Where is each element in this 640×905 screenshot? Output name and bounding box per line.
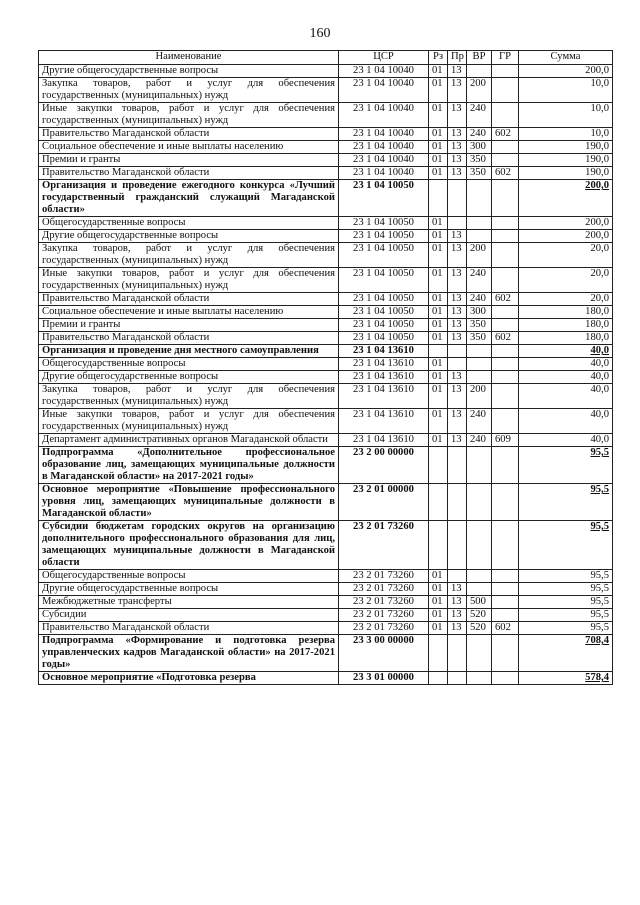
header-name: Наименование [39, 51, 339, 65]
row-vr: 240 [467, 409, 492, 434]
row-name: Социальное обеспечение и иные выплаты населению [39, 141, 339, 154]
row-sum: 10,0 [519, 128, 613, 141]
row-csr: 23 1 04 10050 [339, 217, 429, 230]
row-csr: 23 1 04 13610 [339, 371, 429, 384]
row-vr [467, 217, 492, 230]
row-csr: 23 1 04 10040 [339, 128, 429, 141]
row-csr: 23 1 04 10040 [339, 65, 429, 78]
row-pr [448, 217, 467, 230]
row-gr [492, 180, 519, 217]
table-row [39, 609, 613, 622]
row-name: Субсидии [39, 609, 339, 622]
row-name: Правительство Магаданской области [39, 622, 339, 635]
row-csr: 23 1 04 10040 [339, 141, 429, 154]
row-gr [492, 384, 519, 409]
row-csr: 23 1 04 10050 [339, 243, 429, 268]
row-vr: 500 [467, 596, 492, 609]
row-sum: 40,0 [519, 384, 613, 409]
row-pr: 13 [448, 306, 467, 319]
row-vr [467, 371, 492, 384]
row-rz: 01 [429, 319, 448, 332]
row-sum: 95,5 [519, 521, 613, 570]
row-pr: 13 [448, 596, 467, 609]
row-vr [467, 358, 492, 371]
row-rz [429, 180, 448, 217]
row-pr: 13 [448, 583, 467, 596]
header-pr: Пр [448, 51, 467, 65]
row-gr: 602 [492, 128, 519, 141]
row-csr: 23 3 00 00000 [339, 635, 429, 672]
row-vr: 240 [467, 128, 492, 141]
row-rz: 01 [429, 65, 448, 78]
row-rz: 01 [429, 371, 448, 384]
table-row [39, 306, 613, 319]
row-csr: 23 1 04 10050 [339, 319, 429, 332]
row-pr [448, 345, 467, 358]
row-pr: 13 [448, 167, 467, 180]
row-rz: 01 [429, 78, 448, 103]
row-rz: 01 [429, 128, 448, 141]
row-sum: 708,4 [519, 635, 613, 672]
row-rz: 01 [429, 332, 448, 345]
row-sum: 190,0 [519, 141, 613, 154]
row-vr: 240 [467, 293, 492, 306]
table-row [39, 596, 613, 609]
row-csr: 23 2 01 00000 [339, 484, 429, 521]
row-name: Общегосударственные вопросы [39, 217, 339, 230]
row-name: Межбюджетные трансферты [39, 596, 339, 609]
row-vr [467, 180, 492, 217]
row-vr: 350 [467, 167, 492, 180]
row-sum: 40,0 [519, 434, 613, 447]
row-pr: 13 [448, 268, 467, 293]
row-gr [492, 596, 519, 609]
row-rz [429, 672, 448, 685]
row-vr: 200 [467, 384, 492, 409]
row-name: Подпрограмма «Формирование и подготовка резерва управленческих кадров Магаданской области» на 2017-2021 годы» [39, 635, 339, 672]
row-sum: 20,0 [519, 243, 613, 268]
table-row [39, 154, 613, 167]
row-gr: 602 [492, 293, 519, 306]
table-row [39, 622, 613, 635]
table-row [39, 409, 613, 434]
row-csr: 23 1 04 10050 [339, 268, 429, 293]
row-gr [492, 371, 519, 384]
row-name: Общегосударственные вопросы [39, 570, 339, 583]
table-body [39, 65, 613, 685]
row-vr: 520 [467, 622, 492, 635]
row-gr: 602 [492, 332, 519, 345]
table-row [39, 65, 613, 78]
row-pr [448, 180, 467, 217]
row-vr: 200 [467, 78, 492, 103]
table-row [39, 128, 613, 141]
row-rz: 01 [429, 384, 448, 409]
table-row [39, 345, 613, 358]
row-csr: 23 1 04 13610 [339, 358, 429, 371]
table-row [39, 78, 613, 103]
row-vr [467, 635, 492, 672]
header-sum: Сумма [519, 51, 613, 65]
row-name: Другие общегосударственные вопросы [39, 583, 339, 596]
row-gr [492, 521, 519, 570]
table-row [39, 268, 613, 293]
row-name: Организация и проведение ежегодного конкурса «Лучший государственный гражданский служащий Магаданской области» [39, 180, 339, 217]
row-csr: 23 1 04 13610 [339, 345, 429, 358]
row-sum: 95,5 [519, 570, 613, 583]
row-csr: 23 2 01 73260 [339, 583, 429, 596]
row-pr: 13 [448, 128, 467, 141]
row-pr: 13 [448, 154, 467, 167]
row-vr [467, 521, 492, 570]
row-pr [448, 672, 467, 685]
row-gr [492, 635, 519, 672]
row-vr: 240 [467, 103, 492, 128]
row-sum: 200,0 [519, 65, 613, 78]
row-name: Иные закупки товаров, работ и услуг для обеспечения государственных (муниципальных) нужд [39, 409, 339, 434]
row-csr: 23 1 04 10050 [339, 180, 429, 217]
row-sum: 200,0 [519, 180, 613, 217]
row-sum: 95,5 [519, 622, 613, 635]
row-csr: 23 1 04 10040 [339, 78, 429, 103]
row-name: Основное мероприятие «Подготовка резерва [39, 672, 339, 685]
row-csr: 23 2 01 73260 [339, 609, 429, 622]
row-rz: 01 [429, 609, 448, 622]
row-csr: 23 1 04 10050 [339, 230, 429, 243]
row-vr [467, 570, 492, 583]
row-gr [492, 230, 519, 243]
table-row [39, 293, 613, 306]
row-sum: 200,0 [519, 217, 613, 230]
table-row [39, 521, 613, 570]
table-row [39, 384, 613, 409]
row-vr: 200 [467, 243, 492, 268]
row-gr [492, 306, 519, 319]
row-rz: 01 [429, 570, 448, 583]
row-gr: 609 [492, 434, 519, 447]
table-row [39, 371, 613, 384]
row-csr: 23 1 04 10050 [339, 332, 429, 345]
row-gr: 602 [492, 167, 519, 180]
row-sum: 180,0 [519, 319, 613, 332]
row-gr [492, 570, 519, 583]
table-row [39, 217, 613, 230]
row-pr: 13 [448, 332, 467, 345]
row-sum: 95,5 [519, 596, 613, 609]
row-vr: 300 [467, 306, 492, 319]
row-gr [492, 345, 519, 358]
row-pr: 13 [448, 384, 467, 409]
row-name: Закупка товаров, работ и услуг для обеспечения государственных (муниципальных) нужд [39, 78, 339, 103]
row-sum: 40,0 [519, 409, 613, 434]
row-gr [492, 78, 519, 103]
row-pr: 13 [448, 371, 467, 384]
header-rz: Рз [429, 51, 448, 65]
table-row [39, 230, 613, 243]
row-vr: 520 [467, 609, 492, 622]
table-header-row [39, 51, 613, 65]
row-sum: 95,5 [519, 484, 613, 521]
row-vr [467, 345, 492, 358]
table-row [39, 484, 613, 521]
row-sum: 190,0 [519, 154, 613, 167]
row-rz: 01 [429, 230, 448, 243]
row-rz: 01 [429, 141, 448, 154]
page-number: 160 [309, 26, 331, 41]
row-gr [492, 358, 519, 371]
row-pr: 13 [448, 609, 467, 622]
row-vr: 240 [467, 434, 492, 447]
table-row [39, 635, 613, 672]
row-csr: 23 1 04 13610 [339, 384, 429, 409]
row-rz [429, 635, 448, 672]
row-csr: 23 1 04 13610 [339, 409, 429, 434]
table-row [39, 570, 613, 583]
row-rz: 01 [429, 358, 448, 371]
row-rz [429, 447, 448, 484]
row-sum: 10,0 [519, 103, 613, 128]
row-vr [467, 672, 492, 685]
row-rz: 01 [429, 306, 448, 319]
header-csr: ЦСР [339, 51, 429, 65]
row-pr: 13 [448, 78, 467, 103]
row-sum: 95,5 [519, 447, 613, 484]
row-name: Правительство Магаданской области [39, 332, 339, 345]
row-vr: 350 [467, 332, 492, 345]
row-rz: 01 [429, 409, 448, 434]
row-pr [448, 484, 467, 521]
row-csr: 23 1 04 10040 [339, 167, 429, 180]
row-gr [492, 217, 519, 230]
row-gr [492, 409, 519, 434]
row-gr [492, 484, 519, 521]
row-pr: 13 [448, 243, 467, 268]
row-pr: 13 [448, 230, 467, 243]
row-gr: 602 [492, 622, 519, 635]
row-name: Другие общегосударственные вопросы [39, 230, 339, 243]
row-csr: 23 2 01 73260 [339, 596, 429, 609]
row-name: Закупка товаров, работ и услуг для обеспечения государственных (муниципальных) нужд [39, 243, 339, 268]
row-name: Субсидии бюджетам городских округов на организацию дополнительного профессионального образования для лиц, замещающих муниципальные должности в Магаданской области [39, 521, 339, 570]
row-rz [429, 484, 448, 521]
header-gr: ГР [492, 51, 519, 65]
row-pr [448, 635, 467, 672]
row-rz: 01 [429, 217, 448, 230]
row-gr [492, 154, 519, 167]
row-csr: 23 1 04 10040 [339, 154, 429, 167]
row-sum: 180,0 [519, 306, 613, 319]
row-gr [492, 65, 519, 78]
row-gr [492, 609, 519, 622]
row-gr [492, 141, 519, 154]
row-rz [429, 521, 448, 570]
row-pr: 13 [448, 622, 467, 635]
row-csr: 23 2 01 73260 [339, 521, 429, 570]
row-gr [492, 447, 519, 484]
row-rz: 01 [429, 154, 448, 167]
row-gr [492, 672, 519, 685]
budget-table [38, 50, 613, 685]
row-pr: 13 [448, 103, 467, 128]
row-sum: 578,4 [519, 672, 613, 685]
table-row [39, 672, 613, 685]
row-sum: 190,0 [519, 167, 613, 180]
row-vr [467, 484, 492, 521]
row-csr: 23 2 00 00000 [339, 447, 429, 484]
row-name: Другие общегосударственные вопросы [39, 371, 339, 384]
row-name: Социальное обеспечение и иные выплаты населению [39, 306, 339, 319]
row-pr: 13 [448, 319, 467, 332]
table-row [39, 103, 613, 128]
table-row [39, 141, 613, 154]
row-pr: 13 [448, 409, 467, 434]
row-sum: 40,0 [519, 371, 613, 384]
row-name: Премии и гранты [39, 319, 339, 332]
row-pr: 13 [448, 141, 467, 154]
row-name: Департамент административных органов Магаданской области [39, 434, 339, 447]
row-rz: 01 [429, 583, 448, 596]
table-row [39, 319, 613, 332]
table-row [39, 358, 613, 371]
header-vr: ВР [467, 51, 492, 65]
row-vr [467, 583, 492, 596]
row-sum: 10,0 [519, 78, 613, 103]
row-csr: 23 2 01 73260 [339, 570, 429, 583]
row-pr [448, 447, 467, 484]
table-row [39, 332, 613, 345]
row-gr [492, 583, 519, 596]
row-sum: 20,0 [519, 293, 613, 306]
table-row [39, 180, 613, 217]
row-vr [467, 230, 492, 243]
row-pr [448, 570, 467, 583]
row-name: Иные закупки товаров, работ и услуг для обеспечения государственных (муниципальных) нужд [39, 268, 339, 293]
row-pr: 13 [448, 434, 467, 447]
row-name: Иные закупки товаров, работ и услуг для обеспечения государственных (муниципальных) нужд [39, 103, 339, 128]
row-rz: 01 [429, 103, 448, 128]
row-gr [492, 268, 519, 293]
row-name: Подпрограмма «Дополнительное профессиональное образование лиц, замещающих муниципальные должности в Магаданской области» на 2017-2021 годы» [39, 447, 339, 484]
row-csr: 23 1 04 10050 [339, 293, 429, 306]
row-csr: 23 1 04 10040 [339, 103, 429, 128]
row-rz: 01 [429, 434, 448, 447]
row-rz: 01 [429, 293, 448, 306]
row-pr: 13 [448, 65, 467, 78]
row-sum: 40,0 [519, 358, 613, 371]
row-name: Премии и гранты [39, 154, 339, 167]
row-csr: 23 3 01 00000 [339, 672, 429, 685]
row-pr [448, 358, 467, 371]
table-row [39, 583, 613, 596]
row-vr: 350 [467, 319, 492, 332]
table-row [39, 434, 613, 447]
row-vr: 350 [467, 154, 492, 167]
row-gr [492, 243, 519, 268]
row-sum: 20,0 [519, 268, 613, 293]
row-csr: 23 1 04 10050 [339, 306, 429, 319]
row-sum: 40,0 [519, 345, 613, 358]
table-row [39, 243, 613, 268]
table-row [39, 167, 613, 180]
row-name: Организация и проведение дня местного самоуправления [39, 345, 339, 358]
row-csr: 23 2 01 73260 [339, 622, 429, 635]
row-name: Правительство Магаданской области [39, 128, 339, 141]
row-rz: 01 [429, 243, 448, 268]
row-sum: 95,5 [519, 583, 613, 596]
row-rz: 01 [429, 596, 448, 609]
row-gr [492, 319, 519, 332]
row-name: Правительство Магаданской области [39, 167, 339, 180]
row-pr: 13 [448, 293, 467, 306]
row-vr [467, 65, 492, 78]
row-csr: 23 1 04 13610 [339, 434, 429, 447]
row-vr: 240 [467, 268, 492, 293]
row-name: Закупка товаров, работ и услуг для обеспечения государственных (муниципальных) нужд [39, 384, 339, 409]
row-rz: 01 [429, 268, 448, 293]
row-vr [467, 447, 492, 484]
row-rz [429, 345, 448, 358]
table-row [39, 447, 613, 484]
row-rz: 01 [429, 167, 448, 180]
row-vr: 300 [467, 141, 492, 154]
row-sum: 180,0 [519, 332, 613, 345]
row-name: Правительство Магаданской области [39, 293, 339, 306]
row-rz: 01 [429, 622, 448, 635]
row-name: Другие общегосударственные вопросы [39, 65, 339, 78]
row-name: Основное мероприятие «Повышение профессионального уровня лиц, замещающих муниципальные должности в Магаданской области» [39, 484, 339, 521]
row-pr [448, 521, 467, 570]
row-gr [492, 103, 519, 128]
row-name: Общегосударственные вопросы [39, 358, 339, 371]
row-sum: 95,5 [519, 609, 613, 622]
row-sum: 200,0 [519, 230, 613, 243]
